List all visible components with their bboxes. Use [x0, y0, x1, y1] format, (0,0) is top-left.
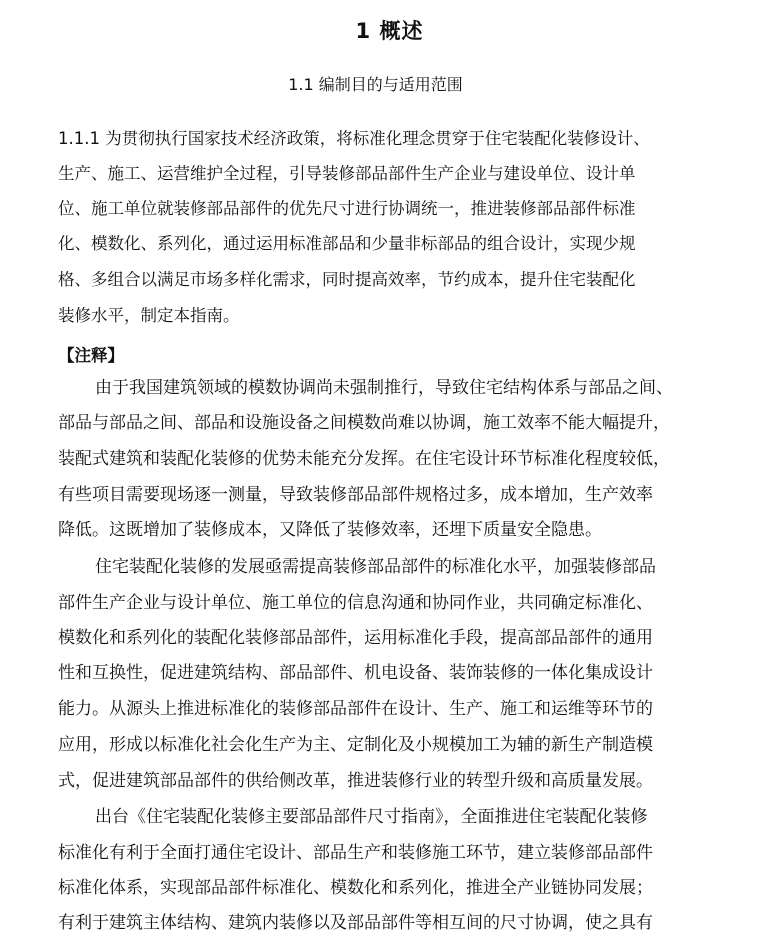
- note-line: 装配式建筑和装配化装修的优势未能充分发挥。在住宅设计环节标准化程度较低，: [58, 449, 670, 469]
- note-line: 出台《住宅装配化装修主要部品部件尺寸指南》，全面推进住宅装配化装修: [95, 807, 648, 827]
- note-line: 式，促进建筑部品部件的供给侧改革，推进装修行业的转型升级和高质量发展。: [58, 771, 653, 791]
- clause-line: 位、施工单位就装修部品部件的优先尺寸进行协调统一，推进装修部品部件标准: [58, 199, 636, 218]
- note-line: 有些项目需要现场逐一测量，导致装修部品部件规格过多，成本增加，生产效率: [58, 485, 653, 505]
- section-title: 1.1 编制目的与适用范围: [288, 75, 463, 94]
- clause-line: 1.1.1 为贯彻执行国家技术经济政策，将标准化理念贯穿于住宅装配化装修设计、: [58, 129, 650, 148]
- note-line: 应用，形成以标准化社会化生产为主、定制化及小规模加工为辅的新生产制造模: [58, 735, 653, 755]
- note-label: 【注释】: [58, 346, 124, 365]
- clause-line: 生产、施工、运营维护全过程，引导装修部品部件生产企业与建设单位、设计单: [58, 164, 636, 183]
- note-line: 部品与部品之间、部品和设施设备之间模数尚难以协调，施工效率不能大幅提升，: [58, 413, 670, 433]
- note-line: 部件生产企业与设计单位、施工单位的信息沟通和协同作业，共同确定标准化、: [58, 593, 653, 613]
- note-line: 降低。这既增加了装修成本，又降低了装修效率，还埋下质量安全隐患。: [58, 520, 602, 540]
- note-line: 由于我国建筑领域的模数协调尚未强制推行，导致住宅结构体系与部品之间、: [95, 378, 673, 398]
- note-line: 能力。从源头上推进标准化的装修部品部件在设计、生产、施工和运维等环节的: [58, 699, 653, 719]
- note-line: 住宅装配化装修的发展亟需提高装修部品部件的标准化水平，加强装修部品: [95, 557, 656, 577]
- note-line: 标准化体系，实现部品部件标准化、模数化和系列化，推进全产业链协同发展；: [58, 878, 653, 898]
- clause-line: 装修水平，制定本指南。: [58, 306, 240, 325]
- note-line: 标准化有利于全面打通住宅设计、部品生产和装修施工环节，建立装修部品部件: [58, 843, 653, 863]
- note-line: 性和互换性，促进建筑结构、部品部件、机电设备、装饰装修的一体化集成设计: [58, 663, 653, 683]
- clause-line: 格、多组合以满足市场多样化需求，同时提高效率，节约成本，提升住宅装配化: [58, 270, 636, 289]
- chapter-title: 1 概述: [355, 19, 424, 43]
- note-line: 模数化和系列化的装配化装修部品部件，运用标准化手段，提高部品部件的通用: [58, 628, 653, 648]
- clause-line: 化、模数化、系列化，通过运用标准部品和少量非标部品的组合设计，实现少规: [58, 234, 636, 253]
- note-line: 有利于建筑主体结构、建筑内装修以及部品部件等相互间的尺寸协调，使之具有: [58, 913, 653, 933]
